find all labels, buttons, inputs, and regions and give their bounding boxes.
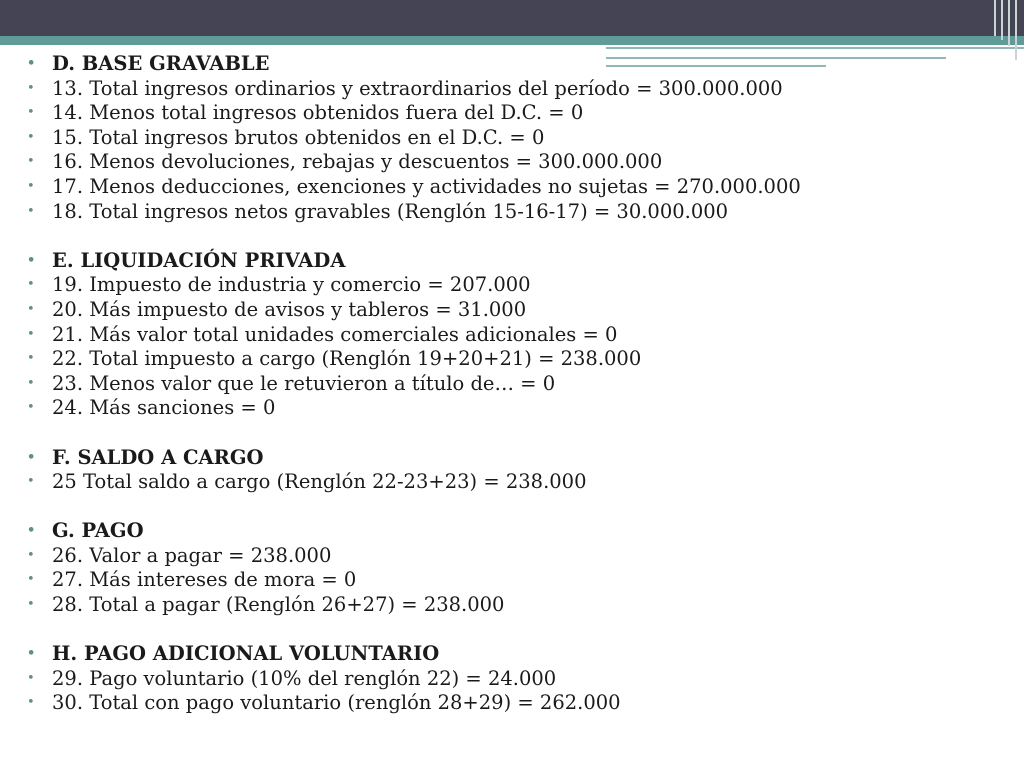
section-d	[22, 52, 982, 224]
list-item: • 19. Impuesto de industria y comercio = 207.000	[22, 273, 982, 298]
list-item: • 22. Total impuesto a cargo (Renglón 19+20+21) = 238.000	[22, 347, 982, 372]
section-heading: • G. PAGO	[22, 519, 982, 544]
list-item: • 29. Pago voluntario (10% del renglón 22) = 24.000	[22, 667, 982, 692]
section-e	[22, 249, 982, 421]
section-heading: • D. BASE GRAVABLE	[22, 52, 982, 77]
section-heading: • E. LIQUIDACIÓN PRIVADA	[22, 249, 982, 274]
list-item: • 30. Total con pago voluntario (renglón 28+29) = 262.000	[22, 691, 982, 716]
section-f	[22, 446, 982, 495]
section-h	[22, 642, 982, 716]
decorative-line	[1008, 0, 1010, 46]
list-item: • 25 Total saldo a cargo (Renglón 22-23+23) = 238.000	[22, 470, 982, 495]
section-heading: • H. PAGO ADICIONAL VOLUNTARIO	[22, 642, 982, 667]
slide-body	[22, 52, 982, 716]
slide-accent-band	[0, 36, 1024, 45]
decorative-stripe	[606, 47, 1024, 49]
list-item: • 20. Más impuesto de avisos y tableros = 31.000	[22, 298, 982, 323]
list-item: • 17. Menos deducciones, exenciones y actividades no sujetas = 270.000.000	[22, 175, 982, 200]
list-item: • 28. Total a pagar (Renglón 26+27) = 238.000	[22, 593, 982, 618]
list-item: • 27. Más intereses de mora = 0	[22, 568, 982, 593]
list-item: • 21. Más valor total unidades comerciales adicionales = 0	[22, 323, 982, 348]
list-item: • 24. Más sanciones = 0	[22, 396, 982, 421]
list-item: • 13. Total ingresos ordinarios y extraordinarios del período = 300.000.000	[22, 77, 982, 102]
section-g	[22, 519, 982, 617]
list-item: • 15. Total ingresos brutos obtenidos en el D.C. = 0	[22, 126, 982, 151]
decorative-line	[1001, 0, 1003, 40]
section-heading: • F. SALDO A CARGO	[22, 446, 982, 471]
list-item: • 23. Menos valor que le retuvieron a título de… = 0	[22, 372, 982, 397]
list-item: • 18. Total ingresos netos gravables (Renglón 15-16-17) = 30.000.000	[22, 200, 982, 225]
list-item: • 14. Menos total ingresos obtenidos fuera del D.C. = 0	[22, 101, 982, 126]
decorative-line	[994, 0, 996, 36]
slide-header-bar	[0, 0, 1024, 36]
list-item: • 26. Valor a pagar = 238.000	[22, 544, 982, 569]
decorative-line	[1015, 0, 1017, 60]
list-item: • 16. Menos devoluciones, rebajas y descuentos = 300.000.000	[22, 150, 982, 175]
